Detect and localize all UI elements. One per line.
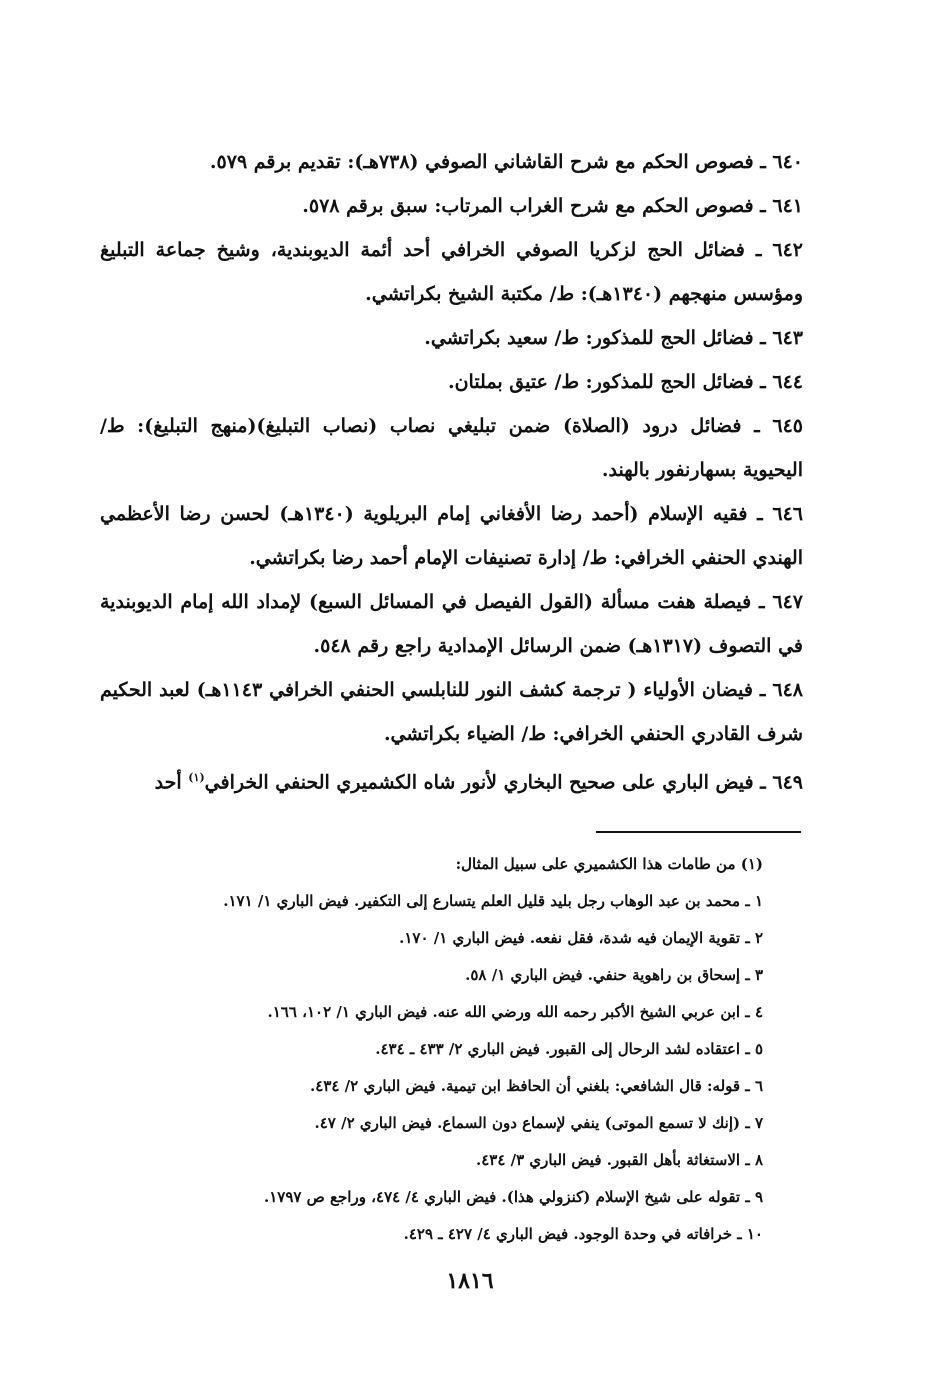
footnote-item: ٢ ـ تقوية الإيمان فيه شدة، فقل نفعه. فيض الباري ١/ ١٧٠.: [399, 929, 763, 947]
footnote-item: ٨ ـ الاستغاثة بأهل القبور. فيض الباري ٣/ ٤٣٤.: [476, 1151, 763, 1169]
entry-text-continued: أحد: [154, 771, 189, 794]
entry-644: [100, 360, 803, 404]
footnote-reference[interactable]: (١): [188, 771, 205, 784]
entry-642: [100, 228, 803, 316]
main-text: [100, 140, 803, 804]
entry-648: [100, 668, 803, 756]
entry-640: [100, 140, 803, 184]
entry-text: ٦٤٥ ـ فضائل درود (الصلاة) ضمن تبليغي نصاب (نصاب التبليغ)(منهج التبليغ): ط/ اليحيوية بسهارنفور بالهند.: [100, 415, 803, 481]
entry-text: ٦٤٠ ـ فصوص الحكم مع شرح القاشاني الصوفي (٧٣٨هـ): تقديم برقم ٥٧٩.: [209, 151, 803, 173]
footnote-item: ٣ ـ إسحاق بن راهوية حنفي. فيض الباري ١/ ٥٨.: [465, 966, 763, 984]
entry-text: ٦٤٢ ـ فضائل الحج لزكريا الصوفي الخرافي أحد أئمة الديوبندية، وشيخ جماعة التبليغ ومؤسس منهجهم (١٣٤٠هـ): ط/ مكتبة الشيخ بكراتشي.: [100, 239, 803, 305]
entry-641: [100, 184, 803, 228]
footnote-item: ٥ ـ اعتقاده لشد الرحال إلى القبور. فيض الباري ٢/ ٤٣٣ ـ ٤٣٤.: [375, 1040, 763, 1058]
footnote-item: ١٠ ـ خرافاته في وحدة الوجود. فيض الباري ٤/ ٤٢٧ ـ ٤٢٩.: [403, 1225, 763, 1243]
entry-text: ٦٤٨ ـ فيضان الأولياء ( ترجمة كشف النور للنابلسي الحنفي الخرافي ١١٤٣هـ) لعبد الحكيم شرف القادري الحنفي الخرافي: ط/ الضياء بكراتشي.: [100, 679, 803, 745]
footnote-item: ٩ ـ تقوله على شيخ الإسلام (كنزولي هذا). فيض الباري ٤/ ٤٧٤، وراجع ص ١٧٩٧.: [263, 1188, 763, 1206]
footnotes: [130, 846, 763, 1253]
entry-645: [100, 404, 803, 492]
footnote-item: ٦ ـ قوله: قال الشافعي: بلغني أن الحافظ ابن تيمية. فيض الباري ٢/ ٤٣٤.: [310, 1077, 763, 1095]
entry-text: ٦٤٦ ـ فقيه الإسلام (أحمد رضا الأفغاني إمام البريلوية (١٣٤٠هـ) لحسن رضا الأعظمي الهندي الحنفي الخرافي: ط/ إدارة تصنيفات الإمام أحمد رضا بكراتشي.: [100, 503, 803, 569]
footnote-heading: (١) من طامات هذا الكشميري على سبيل المثال:: [455, 855, 763, 873]
footnote-item: ٤ ـ ابن عربي الشيخ الأكبر رحمه الله ورضي الله عنه. فيض الباري ١/ ١٠٢، ١٦٦.: [267, 1003, 763, 1021]
footnote-item: ١ ـ محمد بن عبد الوهاب رجل بليد قليل العلم يتسارع إلى التكفير. فيض الباري ١/ ١٧١.: [223, 892, 763, 910]
entry-646: [100, 492, 803, 580]
entry-text: ٦٤٣ ـ فضائل الحج للمذكور: ط/ سعيد بكراتشي.: [424, 327, 803, 349]
entry-text: ٦٤٧ ـ فيصلة هفت مسألة (القول الفيصل في المسائل السبع) لإمداد الله إمام الديوبندية في التصوف (١٣١٧هـ) ضمن الرسائل الإمدادية راجع رقم ٥٤٨.: [100, 591, 803, 657]
footnote-separator: [596, 831, 801, 833]
entry-text: ٦٤١ ـ فصوص الحكم مع شرح الغراب المرتاب: سبق برقم ٥٧٨.: [302, 195, 803, 217]
entry-643: [100, 316, 803, 360]
entry-text: ٦٤٤ ـ فضائل الحج للمذكور: ط/ عتيق بملتان.: [447, 371, 803, 393]
entry-647: [100, 580, 803, 668]
page-number: ١٨١٦: [446, 1268, 494, 1294]
entry-text: ٦٤٩ ـ فيض الباري على صحيح البخاري لأنور شاه الكشميري الحنفي الخرافي: [204, 771, 803, 794]
entry-649: [100, 756, 803, 804]
footnote-item: ٧ ـ (إنك لا تسمع الموتى) ينفي لإسماع دون السماع. فيض الباري ٢/ ٤٧.: [314, 1114, 763, 1132]
